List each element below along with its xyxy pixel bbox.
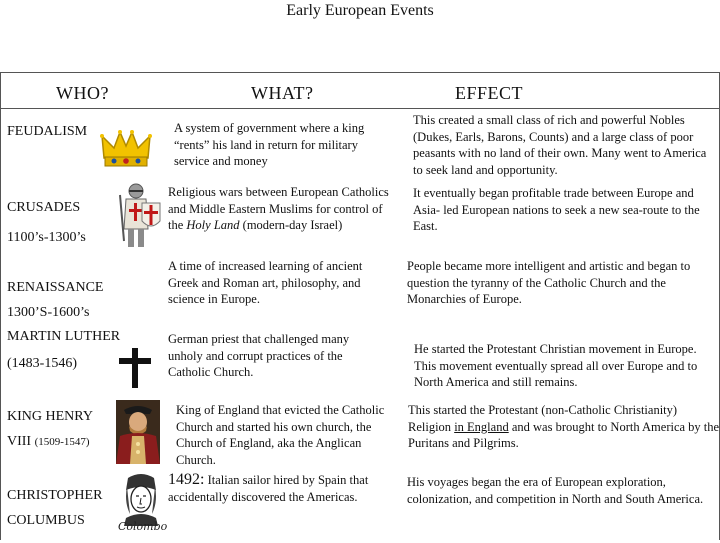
what-king-henry: King of England that evicted the Catholic Church and started his own church, the Church of England, aka the Anglican Church. bbox=[176, 403, 385, 467]
table-top-border bbox=[0, 72, 720, 73]
who-king-henry: KING HENRY bbox=[7, 409, 93, 424]
who-king-henry-numeral: VIII bbox=[7, 434, 32, 449]
header-what: WHAT? bbox=[251, 83, 314, 103]
what-feudalism: A system of government where a king “rents” his land in return for military service and money bbox=[174, 121, 365, 168]
what-martin-luther: German priest that challenged many unholy and corrupt practices of the Catholic Church. bbox=[168, 332, 350, 379]
who-christopher: CHRISTOPHER bbox=[7, 488, 103, 503]
what-crusades bbox=[168, 184, 393, 234]
who-renaissance: RENAISSANCE bbox=[7, 280, 104, 295]
columbus-signature: Colombo bbox=[118, 520, 168, 533]
effect-martin-luther: He started the Protestant Christian movement in Europe. This movement eventually spread all over Europe and to North America and still remains. bbox=[414, 342, 698, 389]
who-crusades: CRUSADES bbox=[7, 200, 81, 215]
who-martin-luther: MARTIN LUTHER bbox=[7, 329, 121, 344]
who-renaissance-dates: 1300’S-1600’s bbox=[7, 305, 90, 320]
what-crusades-text: Religious wars between European Catholics and Middle Eastern Muslims for control of the bbox=[168, 185, 389, 232]
header-who: WHO? bbox=[56, 83, 109, 103]
effect-king-henry-b: and was brought to North America by the Puritans and Pilgrims. bbox=[408, 419, 720, 450]
effect-king-henry-in-england: in England bbox=[454, 419, 509, 434]
effect-king-henry-a: This started the Protestant (non-Catholic Christianity) Religion bbox=[408, 403, 678, 434]
cross-icon bbox=[115, 346, 155, 395]
effect-king-henry bbox=[408, 402, 720, 452]
effect-crusades: It eventually began profitable trade between Europe and Asia- led European nations to seek a new sea-route to the East. bbox=[413, 186, 700, 233]
what-crusades-tail: (modern-day Israel) bbox=[242, 218, 343, 232]
who-columbus: COLUMBUS bbox=[7, 513, 85, 528]
table-left-border bbox=[0, 72, 1, 540]
what-renaissance: A time of increased learning of ancient Greek and Roman art, philosophy, and science in Europe. bbox=[168, 259, 363, 306]
what-columbus-year: 1492: bbox=[168, 471, 205, 488]
what-columbus-text: Italian sailor hired by Spain that accidentally discovered the Americas. bbox=[168, 473, 369, 504]
page-title: Early European Events bbox=[286, 2, 434, 19]
crusader-knight-icon bbox=[114, 181, 164, 256]
who-martin-luther-dates: (1483-1546) bbox=[7, 356, 77, 371]
who-crusades-dates: 1100’s-1300’s bbox=[7, 230, 86, 245]
who-feudalism: FEUDALISM bbox=[7, 124, 88, 139]
what-columbus bbox=[168, 472, 393, 505]
crown-icon bbox=[100, 128, 152, 177]
henry-viii-portrait bbox=[116, 400, 160, 469]
effect-columbus: His voyages began the era of European exploration, colonization, and competition in North and South America. bbox=[407, 475, 704, 506]
who-king-henry-reign: (1509-1547) bbox=[34, 436, 90, 448]
header-effect: EFFECT bbox=[455, 83, 524, 103]
effect-renaissance: People became more intelligent and artistic and began to question the tyranny of the Catholic Church and the Monarchies of Europe. bbox=[407, 259, 691, 306]
effect-feudalism: This created a small class of rich and powerful Nobles (Dukes, Earls, Barons, Counts) and a large class of poor peasants with no land of their own. Many went to America to seek land and opportunity. bbox=[413, 113, 707, 177]
who-king-henry-dates bbox=[7, 434, 90, 450]
header-divider bbox=[0, 108, 720, 109]
what-crusades-holy-land: Holy Land bbox=[186, 218, 240, 232]
